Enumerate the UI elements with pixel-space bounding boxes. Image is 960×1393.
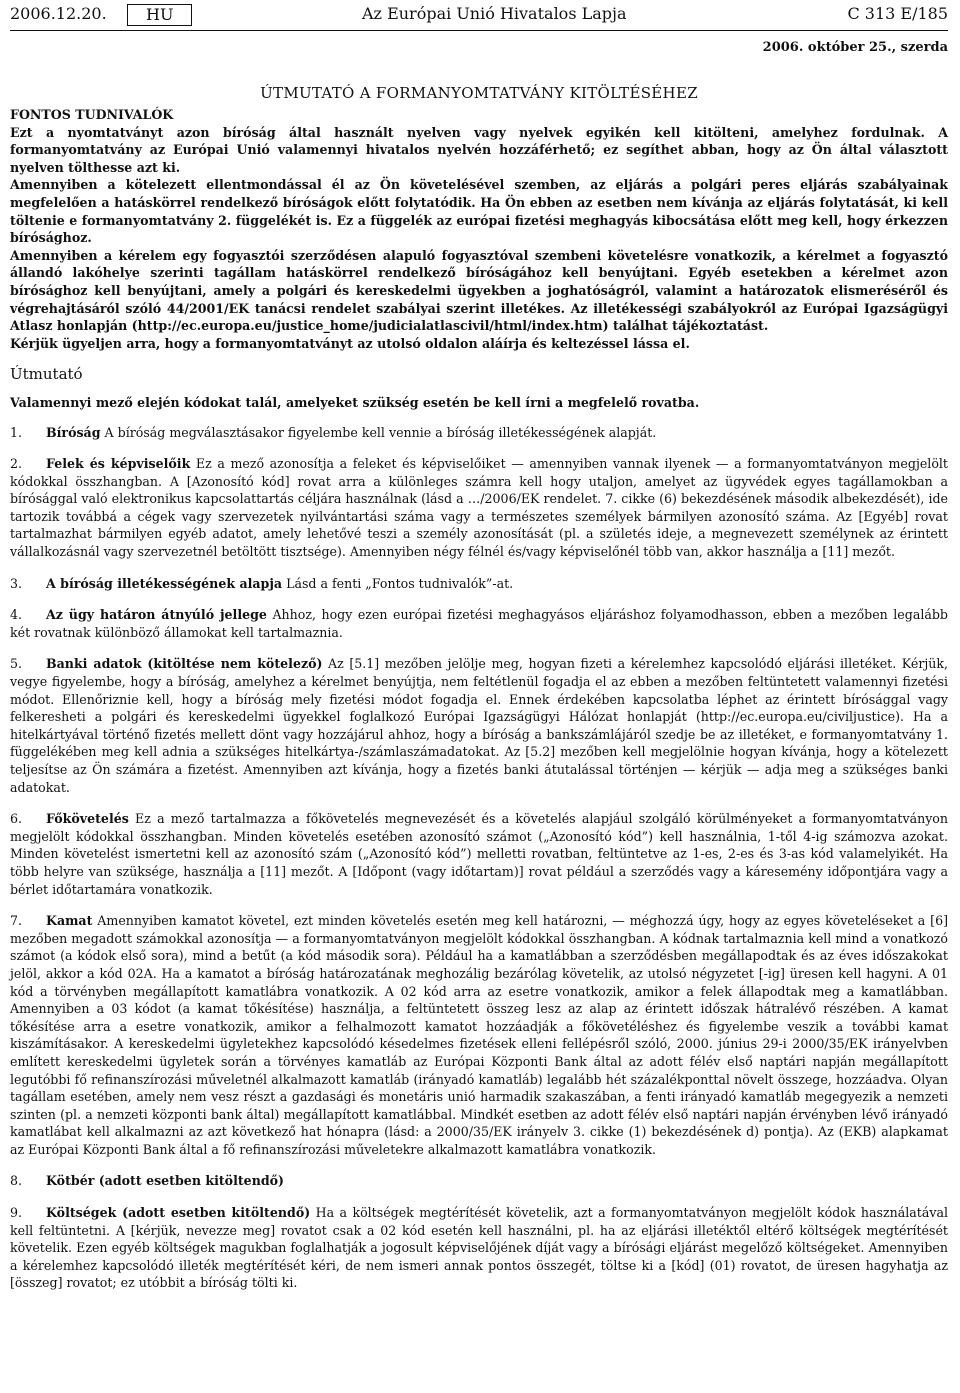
item-number: 1. — [10, 424, 23, 440]
item-title: Kötbér (adott esetben kitöltendő) — [46, 1173, 285, 1189]
item-number: 7. — [10, 913, 23, 929]
item-title: Költségek (adott esetben kitöltendő) — [46, 1205, 311, 1221]
page-title: ÚTMUTATÓ A FORMANYOMTATVÁNY KITÖLTÉSÉHEZ — [260, 84, 698, 102]
sitting-date: 2006. október 25., szerda — [762, 40, 948, 55]
item-number: 5. — [10, 656, 23, 672]
item-title: Banki adatok (kitöltése nem kötelező) — [46, 656, 323, 672]
notice-paragraph: Amennyiben a kötelezett ellentmondással él az Ön követelésével szemben, az eljárás a polgári peres eljárás szabályainak megfelelően a hatáskörrel rendelkező bíróságok előtt folytatódik. Ha Ön ebben az esetben nem kívánja az eljárás folytatását, ki kell töltenie e formanyomtatvány 2. függelékét is. Ez a függelék az európai fizetési meghagyás kibocsátása előtt meg kell, hogy érkezzen bírósághoz. — [10, 177, 948, 246]
page-header — [10, 4, 948, 26]
item-text: Az [5.1] mezőben jelölje meg, hogyan fizeti a kérelemhez kapcsolódó eljárási illetéket. Kérjük, vegye figyelembe, hogy a bíróság, amelyhez a kérelmet benyújtja, nem feltétlenül fogadja el az ebben a mezőben feltüntetett valamennyi fizetési módot. Ellenőriznie kell, hogy a bíróság mely fizetési módot fogadja el. Ennek érdekében kapcsolatba léphet az érintett bírósággal vagy felkeresheti a polgári és kereskedelmi ügyekkel foglalkozó Európai Igazságügyi Hálózat honlapját (http://ec.europa.eu/civiljustice). Ha a hitelkártyával történő fizetés mellett dönt vagy hozzájárul ahhoz, hogy a bíróság a bankszámlájáról szedje be az illetéket, e formanyomtatvány 1. függelékében meg kell adnia a szükséges hitelkártya-/számlaszámadatokat. Az [5.2] mezőben kell megjelölnie hogyan kívánja, hogy a kötelezett teljesítse az Ön számára a fizetést. Amennyiben azt kívánja, hogy a fizetés banki átutalással történjen — kérjük — adja meg a szükséges banki adatokat. — [10, 656, 948, 795]
guide-item — [10, 1204, 948, 1292]
item-text: Ez a mező tartalmazza a főkövetelés megnevezését és a követelés alapjául szolgáló körülményeket a formanyomtatványon megjelölt kódokkal összhangban. Minden követelés esetében azonosító számot („Azonosító kód”) kell használnia, 1-től 4-ig számozva azokat. Minden követelést ismertetni kell az azonosító szám („Azonosító kód”) melletti rovatban, feltüntetve az 1-es, 2-es és 3-as kód valamelyikét. Ha több helyre van szüksége, használja a [11] mezőt. A [Időpont (vagy időtartam)] rovat például a szerződés vagy a káresemény időpontjára vagy a bérlet időtartamára vonatkozik. — [10, 811, 948, 897]
document-body — [10, 106, 948, 1306]
item-number: 2. — [10, 456, 23, 472]
journal-reference: C 313 E/185 — [847, 4, 948, 23]
guide-item — [10, 575, 948, 593]
notice-paragraph: Ezt a nyomtatványt azon bíróság által használt nyelven vagy nyelvek egyikén kell kitölteni, amelyhez fordulnak. A formanyomtatvány az Európai Unió valamennyi hivatalos nyelvén hozzáférhető; ez segíthet abban, hogy az Ön által választott nyelven tölthesse azt ki. — [10, 124, 948, 175]
guide-item — [10, 424, 948, 442]
item-text: A bíróság megválasztásakor figyelembe kell vennie a bíróság illetékességének alapját. — [100, 424, 657, 440]
item-text: Ha a költségek megtérítését követelik, azt a formanyomtatványon megjelölt kódok használatával kell feltüntetni. A [kérjük, nevezze meg] rovatot csak a 02 kód esetén kell használni, pl. ha az eljárási illetéktől eltérő költségek megtérítését követelik. Ezen egyéb költségek magukban foglalhatják a jogosult képviselőjének díját vagy a bírósági eljárást megelőző költségeket. Amennyiben a kérelemhez kapcsolódó illeték megtérítését kéri, de nem ismeri annak pontos összegét, töltse ki a [kód] (01) rovatot, de üresen hagyhatja az [összeg] rovatot; ez utóbbit a bíróság tölti ki. — [10, 1205, 948, 1291]
item-title: Az ügy határon átnyúló jellege — [46, 607, 267, 623]
journal-title: Az Európai Unió Hivatalos Lapja — [362, 4, 627, 23]
header-date: 2006.12.20. — [10, 4, 107, 23]
item-number: 9. — [10, 1205, 23, 1221]
notice-paragraph: Amennyiben a kérelem egy fogyasztói szerződésen alapuló fogyasztóval szembeni követelésre vonatkozik, a kérelmet a fogyasztó állandó lakóhelye szerinti tagállam hatáskörrel rendelkező bíróságához kell benyújtani. Egyéb esetekben a kérelmet azon bírósághoz kell benyújtani, amely a polgári és kereskedelmi ügyekben a joghatóságról, valamint a határozatok elismeréséről és végrehajtásáról szóló 44/2001/EK tanácsi rendelet szabályai szerint illetékes. Az illetékességi szabályokról az Európai Igazságügyi Atlasz honlapján (http://ec.europa.eu/justice_home/judicialatlascivil/html/index.htm) találhat tájékoztatást. — [10, 247, 948, 334]
item-number: 3. — [10, 575, 23, 591]
guide-item — [10, 912, 948, 1158]
guide-intro: Valamennyi mező elején kódokat talál, amelyeket szükség esetén be kell írni a megfelelő rovatba. — [10, 394, 700, 410]
item-title: Felek és képviselőik — [46, 456, 191, 472]
item-number: 6. — [10, 811, 23, 827]
item-title: Kamat — [46, 913, 93, 929]
notice-paragraph: Kérjük ügyeljen arra, hogy a formanyomtatványt az utolsó oldalon aláírja és keltezéssel lássa el. — [10, 335, 690, 351]
item-text: Amennyiben kamatot követel, ezt minden követelés esetén meg kell határozni, — méghozzá úgy, hogy az egyes követeléseket a [6] mezőben megadott számokkal azonosítja — a formanyomtatványon megjelölt kódokkal összhangban. A kódnak tartalmaznia kell mind a vonatkozó számot (a kódok első sora), mind a betűt (a kód második sora). Például ha a kamatlábban a szerződésben megállapodtak és az éves időszakokat jelöl, akkor a kód 02A. Ha a kamatot a bíróság határozatának meghozálig bezárólag követelik, az utolsó négyzetet [-ig] üresen kell hagyni. A 01 kód a törvényben megállapított kamatlábra vonatkozik. A 02 kód arra az esetre vonatkozik, amikor a felek állapodtak meg a kamatlábban. Amennyiben a 03 kódot (a kamat tőkésítése) használja, a feltüntetett összeg lesz az alap az érintett időszak hátralévő részében. A kamat tőkésítése arra a esetre vonatkozik, amikor a felhalmozott kamatot hozzáadják a főkövetéléshez és figyelembe veszik a további kamat kiszámításakor. A kereskedelmi ügyletekhez kapcsolódó késedelmes fizetések elleni fellépésről szóló, 2000. június 29-i 2000/35/EK irányelvben említett kereskedelmi ügyletek során a törvényes kamatláb az Európai Központi Bank által az adott félév első naptári napján megállapított legutóbbi fő refinanszírozási műveletnél alkalmazott kamatláb (irányadó kamatláb) legalább hét százalékponttal növelt összege, hozzáadva. Olyan tagállam esetében, amely nem vesz részt a gazdasági és monetáris unió harmadik szakaszában, a fenti irányadó kamatláb megegyezik a nemzeti szinten (pl. a nemzeti központi bank által) megállapított kamatlábbal. Mindkét esetben az adott félév első naptári napján érvényben lévő irányadó kamatlábat kell alkalmazni az azt következő hat hónapra (lásd: a 2000/35/EK irányelv 3. cikke (1) bekezdésének d) pontja). Az (EKB) alapkamat az Európai Központi Bank által a fő refinanszírozási műveletekre alkalmazott kamatlábra vonatkozik. — [10, 913, 948, 1157]
item-title: Bíróság — [46, 424, 101, 440]
guide-heading: Útmutató — [10, 365, 83, 384]
guide-item — [10, 606, 948, 641]
item-number: 8. — [10, 1173, 23, 1189]
item-title: A bíróság illetékességének alapja — [46, 575, 283, 591]
guide-item — [10, 455, 948, 561]
header-rule — [10, 30, 948, 31]
item-text: Ahhoz, hogy ezen európai fizetési meghagyásos eljáráshoz folyamodhasson, ebben a mezőben legalább két rovatnak különböző államokat kell tartalmaznia. — [10, 607, 948, 640]
guide-item — [10, 1172, 948, 1190]
guide-item — [10, 810, 948, 898]
language-box: HU — [127, 4, 192, 26]
item-text: Ez a mező azonosítja a feleket és képviselőiket — amennyiben vannak ilyenek — a formanyomtatványon megjelölt kódokkal összhangban. A [Azonosító kód] rovat arra a különleges számra kell hogy utaljon, amelyet az ügyvédek egyes tagállamokban a bírósággal való elektronikus kapcsolattartás céljára használnak (lásd a …/2006/EK rendelet. 7. cikke (6) bekezdésének második albekezdését), ide tartozik továbbá a cégek vagy szervezetek nyilvántartási száma vagy a természetes személyek bármilyen azonosító száma. Az [Egyéb] rovat tartalmazhat bármilyen egyéb adatot, amely lehetővé teszi a személy azonosítását (pl. a születés ideje, a megnevezett személynek az érintett vállalkozásnál vagy szervezetnél betöltött tisztsége). Amennyiben négy félnél és/vagy képviselőnél több van, akkor használja a [11] mezőt. — [10, 456, 948, 560]
item-title: Főkövetelés — [46, 811, 129, 827]
item-number: 4. — [10, 607, 23, 623]
notice-heading: FONTOS TUDNIVALÓK — [10, 107, 174, 122]
item-text: Lásd a fenti „Fontos tudnivalók”-at. — [282, 575, 514, 591]
guide-item — [10, 655, 948, 796]
